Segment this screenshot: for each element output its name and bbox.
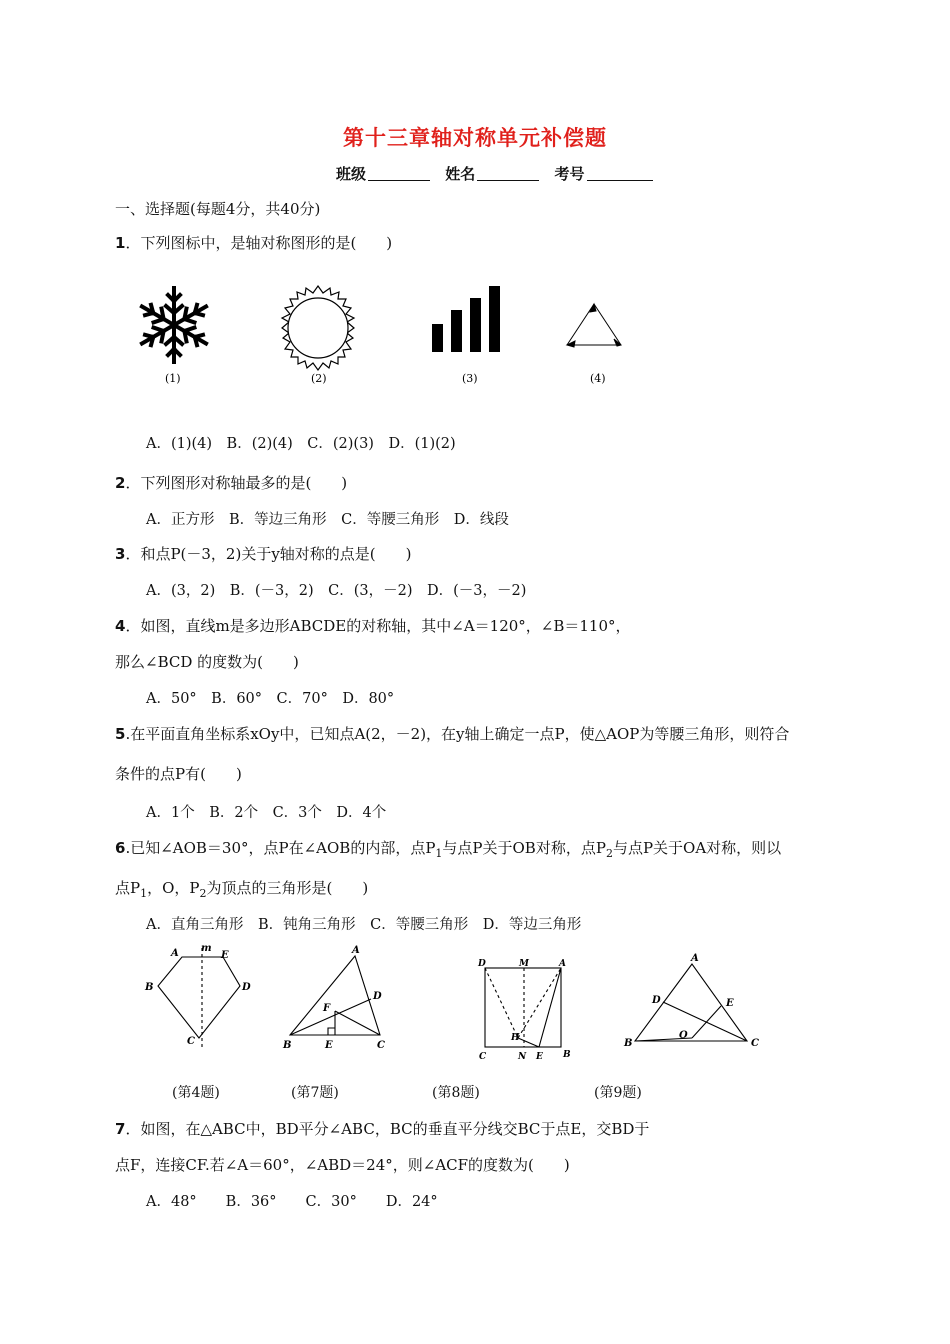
question-7: [115, 1118, 649, 1139]
question-stem: ．如图，在△ABC中，BD平分∠ABC，BC的垂直平分线交BC于点E，交BD于: [125, 1120, 650, 1138]
subscript: 2: [199, 887, 207, 900]
label-A: A: [691, 953, 699, 964]
caption-fig4: (第4题): [172, 1085, 220, 1101]
label-O: O: [679, 1030, 688, 1041]
question-6-line-2: [115, 877, 368, 900]
name-label: 姓名: [445, 165, 476, 183]
label-H: H: [511, 1033, 520, 1043]
question-2: [115, 472, 347, 493]
label-E: E: [221, 950, 229, 961]
question-stem: ．下列图标中，是轴对称图形的是( ): [125, 234, 393, 252]
question-number: 1: [115, 234, 126, 252]
figure-label-1: (1): [165, 372, 181, 385]
label-C: C: [187, 1036, 195, 1047]
caption-fig7: (第7题): [291, 1085, 339, 1101]
label-C: C: [751, 1038, 759, 1049]
question-4-line-2: 那么∠BCD 的度数为( ): [115, 653, 299, 671]
label-D: D: [478, 959, 486, 969]
geometry-figures: [135, 940, 775, 1065]
label-N: N: [518, 1052, 527, 1062]
snowflake-icon: [138, 288, 210, 362]
student-info-line: [336, 163, 663, 184]
question-stem-part: .已知∠AOB＝30°，点P在∠AOB的内部，点P: [125, 839, 436, 857]
exam-number-blank: [587, 165, 653, 181]
question-stem: ．下列图形对称轴最多的是( ): [125, 474, 348, 492]
q6-options: A．直角三角形 B．钝角三角形 C．等腰三角形 D．等边三角形: [146, 917, 582, 933]
subscript: 2: [605, 847, 613, 860]
question-number: 6: [115, 839, 126, 857]
label-B: B: [624, 1038, 633, 1049]
question-stem: .在平面直角坐标系xOy中，已知点A(2，－2)，在y轴上确定一点P，使△AOP为等腰三角形，则符合: [125, 725, 790, 743]
signal-bars-icon: [432, 286, 500, 352]
figure-label-4: (4): [590, 372, 606, 385]
label-m: m: [201, 943, 212, 954]
figure-label-3: (3): [462, 372, 478, 385]
figure-label-2: (2): [311, 372, 327, 385]
label-F: F: [323, 1003, 331, 1014]
figure-q7-triangle: [290, 956, 380, 1035]
q1-options: A．(1)(4) B．(2)(4) C．(2)(3) D．(1)(2): [146, 436, 456, 452]
label-D: D: [242, 982, 251, 993]
class-label: 班级: [336, 165, 367, 183]
question-7-line-2: 点F，连接CF.若∠A＝60°，∠ABD＝24°，则∠ACF的度数为( ): [115, 1156, 570, 1174]
question-5: [115, 723, 789, 744]
question-stem-part: 为顶点的三角形是( ): [206, 879, 369, 897]
question-number: 4: [115, 617, 126, 635]
caption-fig9: (第9题): [594, 1085, 642, 1101]
question-number: 7: [115, 1120, 126, 1138]
question-3: [115, 543, 412, 564]
question-6: [115, 837, 781, 860]
question-stem: ．如图，直线m是多边形ABCDE的对称轴，其中∠A＝120°，∠B＝110°，: [125, 617, 631, 635]
question-stem-part: 与点P关于OB对称，点P: [442, 839, 606, 857]
label-B: B: [563, 1050, 571, 1060]
triangle-arrows-icon: [567, 304, 621, 347]
label-C: C: [377, 1040, 385, 1051]
figure-q4-pentagon: [158, 948, 240, 1048]
label-B: B: [283, 1040, 292, 1051]
question-stem-part: ，O，P: [147, 879, 200, 897]
exam-number-label: 考号: [554, 165, 585, 183]
name-blank: [477, 165, 539, 181]
question-number: 5: [115, 725, 126, 743]
q7-options: A．48° B．36° C．30° D．24°: [146, 1194, 438, 1210]
subscript: 1: [140, 887, 148, 900]
q1-figures: [130, 282, 640, 392]
label-M: M: [519, 959, 529, 969]
question-number: 2: [115, 474, 126, 492]
caption-fig8: (第8题): [432, 1085, 480, 1101]
label-A: A: [352, 945, 360, 956]
label-E: E: [325, 1040, 333, 1051]
label-D: D: [652, 995, 661, 1006]
label-A: A: [171, 948, 179, 959]
label-E: E: [536, 1052, 543, 1062]
question-1: [115, 232, 392, 253]
label-C: C: [479, 1052, 487, 1062]
label-B: B: [145, 982, 154, 993]
label-A: A: [559, 959, 566, 969]
q5-options: A．1个 B．2个 C．3个 D．4个: [146, 805, 387, 821]
question-stem-part: 点P: [115, 879, 141, 897]
label-D: D: [373, 991, 382, 1002]
label-E: E: [726, 998, 734, 1009]
question-stem-part: 与点P关于OA对称，则以: [612, 839, 782, 857]
question-5-line-2: 条件的点P有( ): [115, 765, 242, 783]
question-4: [115, 615, 631, 636]
q3-options: A．(3，2) B．(－3，2) C．(3，－2) D．(－3，－2): [146, 583, 527, 599]
section-heading: 一、选择题(每题4分，共40分): [115, 200, 321, 218]
question-number: 3: [115, 545, 126, 563]
subscript: 1: [435, 847, 443, 860]
q4-options: A．50° B．60° C．70° D．80°: [146, 691, 395, 707]
figure-q8-rectangle: [485, 968, 561, 1047]
class-blank: [368, 165, 430, 181]
question-stem: ．和点P(－3，2)关于y轴对称的点是( ): [125, 545, 412, 563]
q2-options: A．正方形 B．等边三角形 C．等腰三角形 D．线段: [146, 512, 509, 528]
sun-icon: [282, 286, 354, 370]
page-title: 第十三章轴对称单元补偿题: [343, 126, 607, 150]
